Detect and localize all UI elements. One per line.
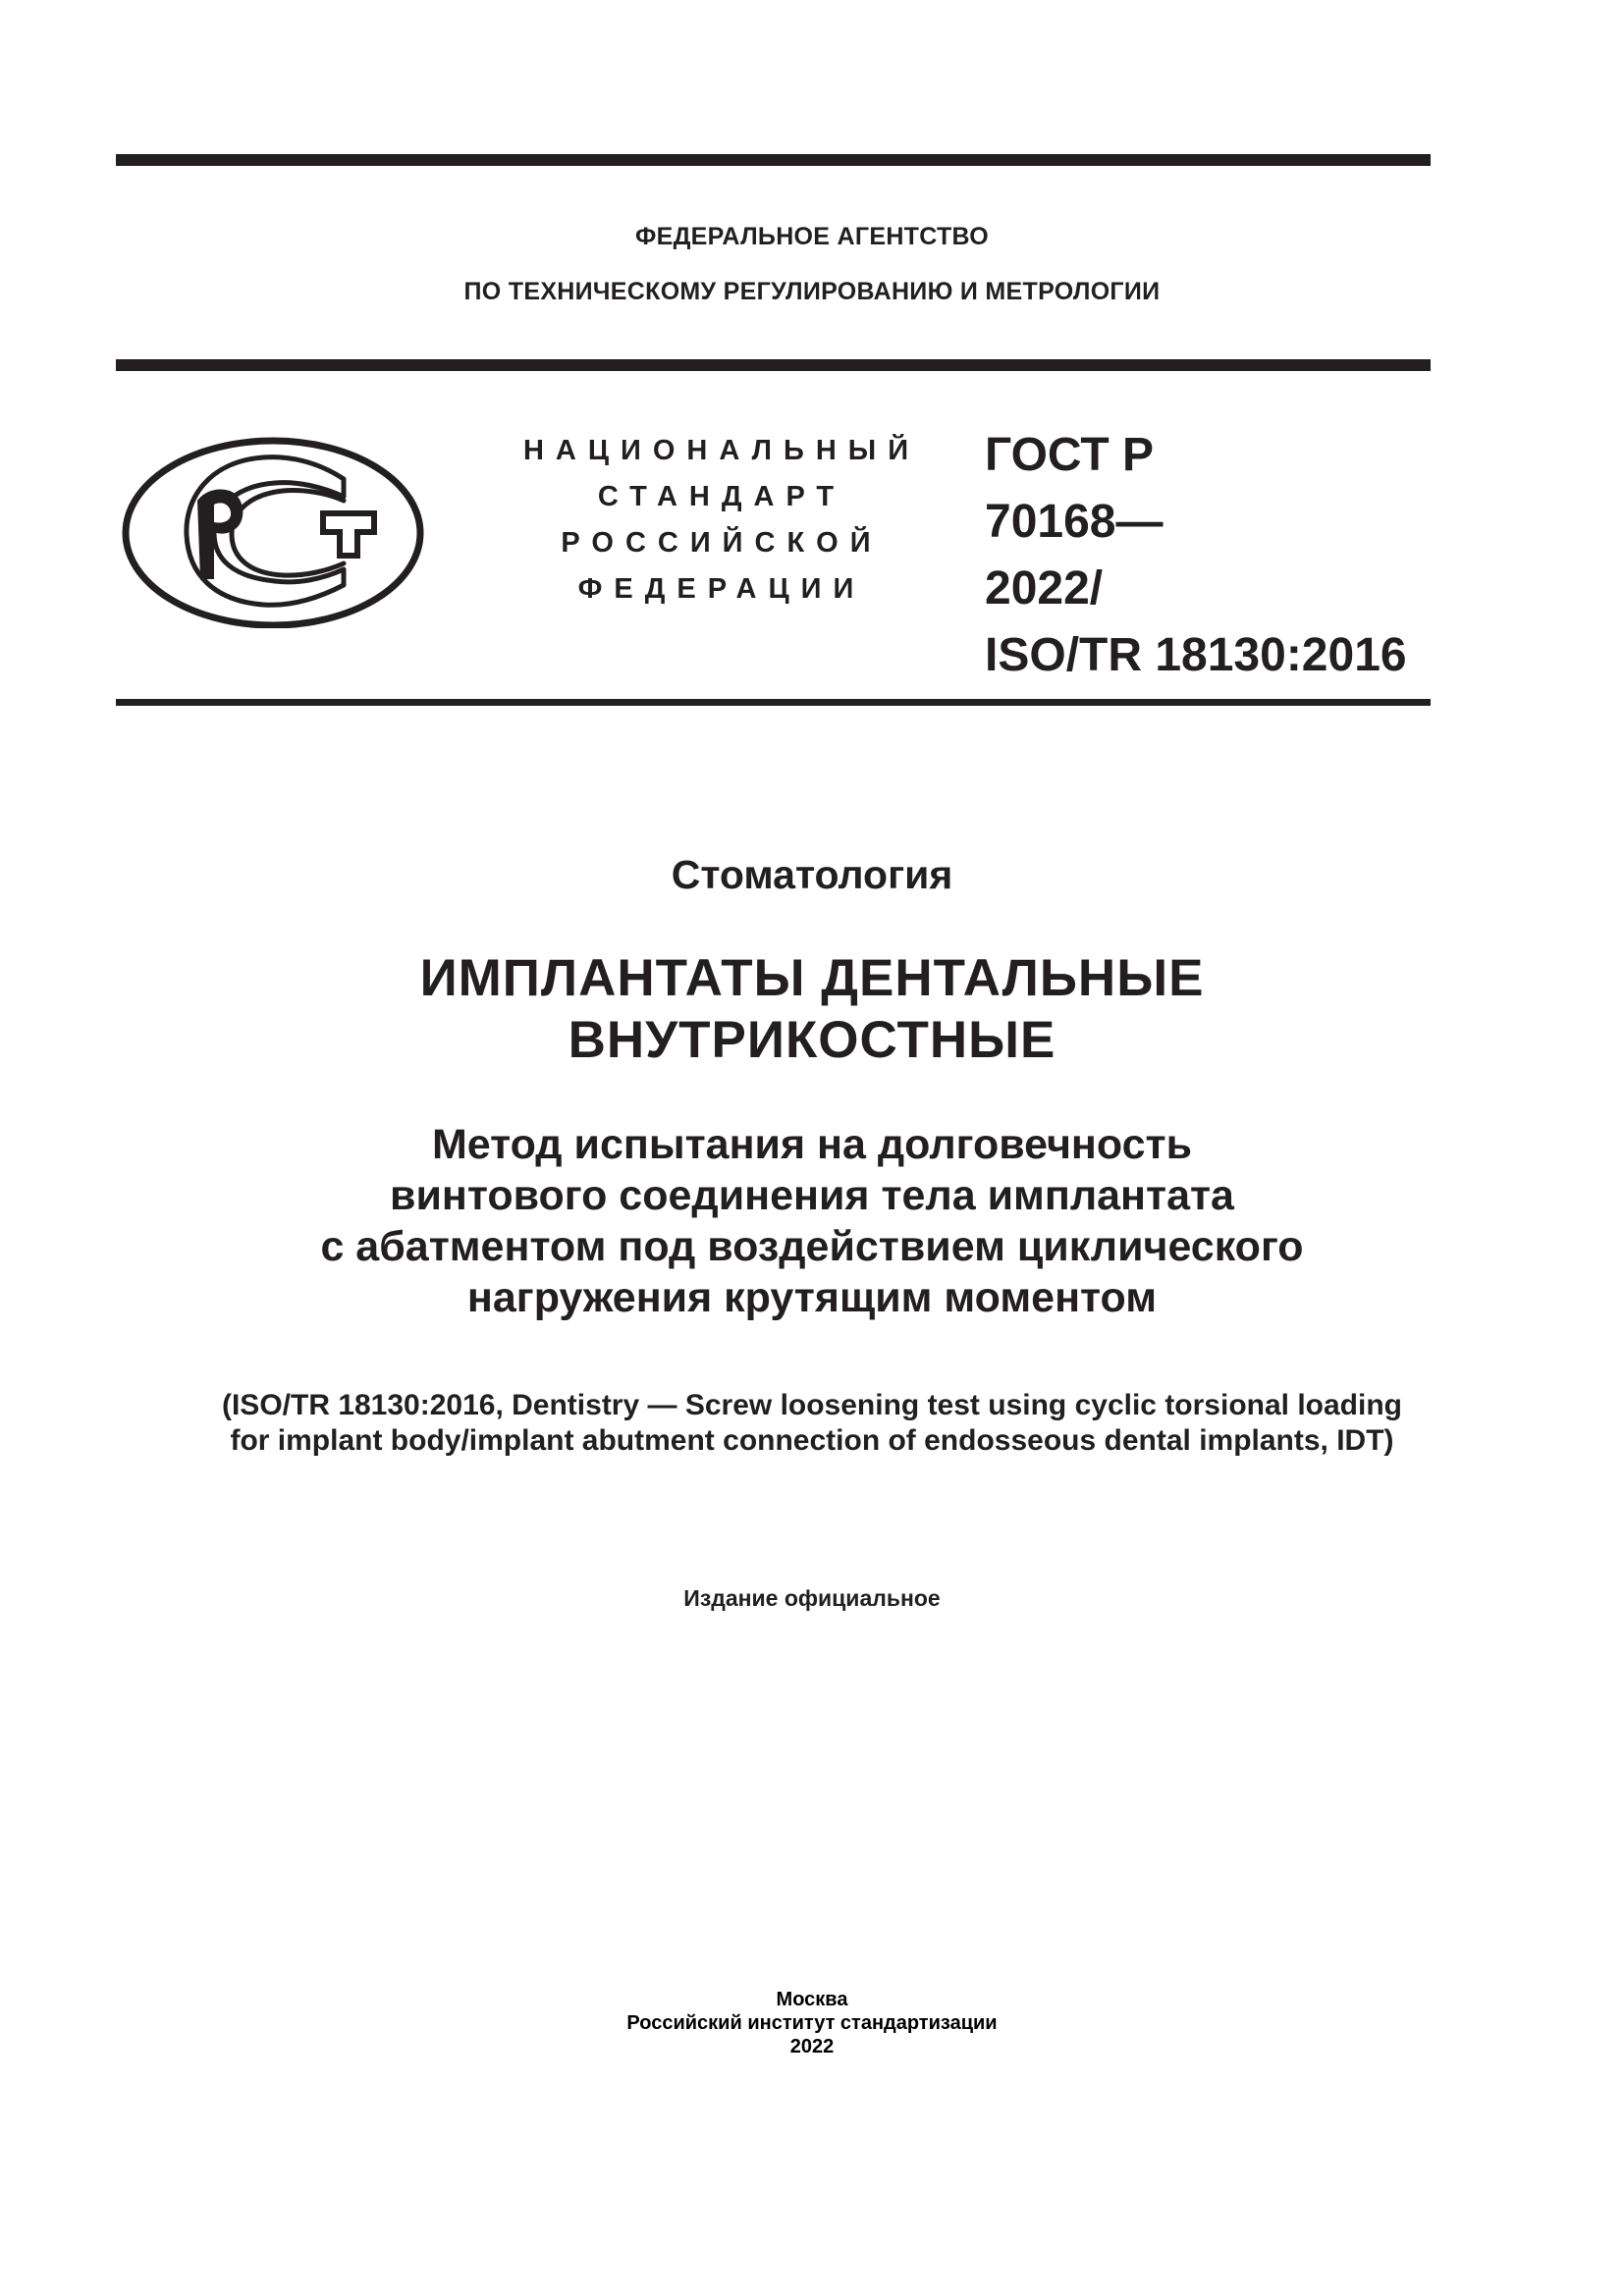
- imprint-year: 2022: [789, 2036, 835, 2057]
- imprint-city: Москва: [776, 1989, 848, 2010]
- subtitle-line: Метод испытания на долговечность: [431, 1121, 1193, 1168]
- subtitle-line: винтового соединения тела имплантата: [390, 1172, 1234, 1219]
- national-standard-line: РОССИЙСКОЙ: [561, 527, 883, 559]
- designation-line: ISO/TR 18130:2016: [985, 629, 1407, 681]
- document-title: [0, 947, 1624, 1071]
- title-block-rule: [116, 699, 1431, 706]
- document-subtitle: [0, 1119, 1624, 1323]
- subtitle-line: нагружения крутящим моментом: [466, 1274, 1158, 1321]
- subtitle-line: с абатментом под воздействием циклического: [320, 1223, 1304, 1270]
- agency-name-line-2: ПО ТЕХНИЧЕСКОМУ РЕГУЛИРОВАНИЮ И МЕТРОЛОГИИ: [463, 278, 1161, 305]
- iso-reference-line: (ISO/TR 18130:2016, Dentistry — Screw loosening test using cyclic torsional loading: [221, 1389, 1402, 1421]
- designation-line: ГОСТ Р: [985, 429, 1155, 481]
- edition-label: Издание официальное: [683, 1585, 941, 1611]
- imprint-publisher: Российский институт стандартизации: [626, 2012, 998, 2034]
- imprint: [0, 1988, 1624, 2058]
- subject-heading: Стоматология: [671, 852, 953, 897]
- title-line: ИМПЛАНТАТЫ ДЕНТАЛЬНЫЕ: [419, 949, 1205, 1007]
- top-rule: [116, 154, 1431, 166]
- designation-line: 2022/: [985, 562, 1104, 614]
- agency-name-line-1: ФЕДЕРАЛЬНОЕ АГЕНТСТВО: [634, 223, 990, 250]
- rst-logo-icon: [116, 432, 430, 628]
- designation-line: 70168—: [985, 496, 1164, 548]
- title-line: ВНУТРИКОСТНЫЕ: [568, 1011, 1056, 1069]
- iso-reference: [0, 1388, 1624, 1459]
- iso-reference-line: for implant body/implant abutment connection of endosseous dental implants, IDT): [230, 1424, 1394, 1457]
- national-standard-line: ФЕДЕРАЦИИ: [577, 573, 866, 605]
- national-standard-line: НАЦИОНАЛЬНЫЙ: [522, 435, 921, 466]
- national-standard-line: СТАНДАРТ: [597, 481, 846, 512]
- national-standard-label: [491, 428, 952, 613]
- standard-designation: [985, 422, 1436, 689]
- header-divider-rule: [116, 359, 1431, 371]
